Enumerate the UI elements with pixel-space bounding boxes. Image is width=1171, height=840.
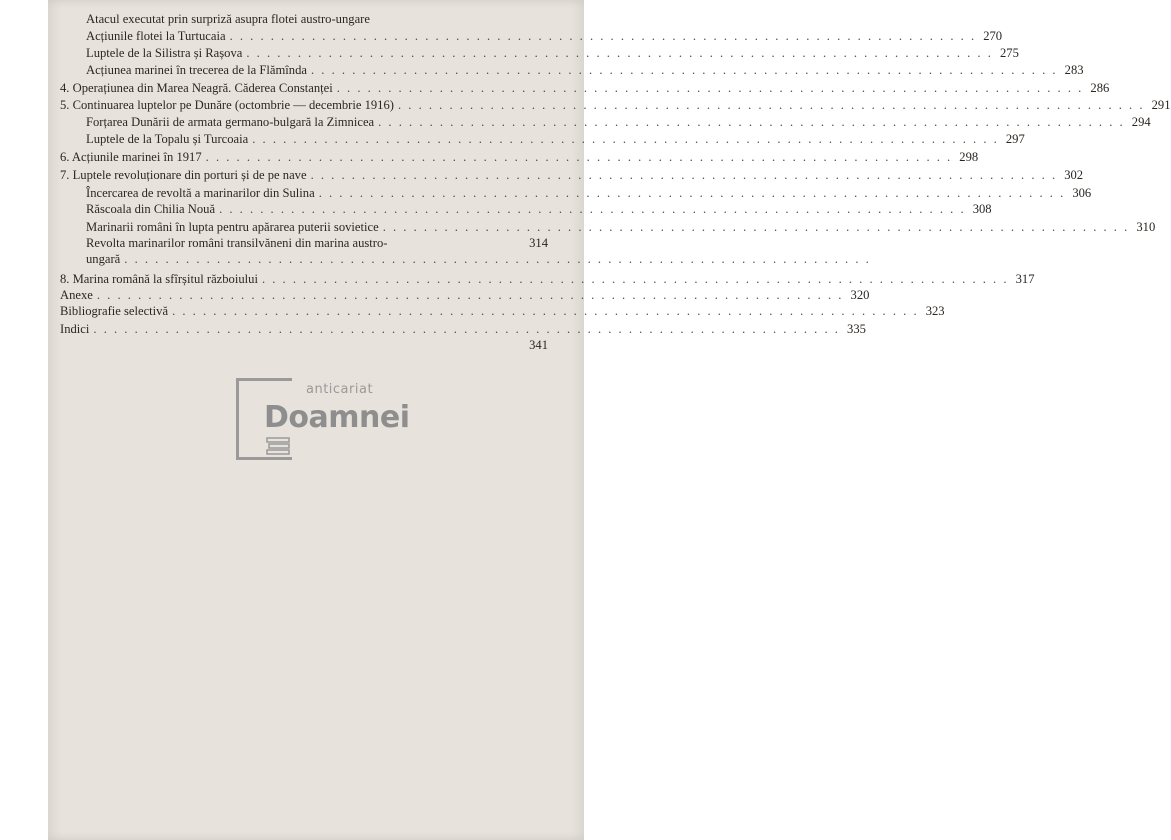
toc-entry-label: 5. Continuarea luptelor pe Dunăre (octombrie — decembrie 1916) (60, 98, 394, 112)
dot-leader (172, 304, 919, 319)
dot-leader (383, 220, 1130, 235)
watermark-big-text: Doamnei (264, 400, 410, 435)
toc-entry (60, 236, 548, 252)
toc-page-number: 275 (999, 46, 1019, 60)
toc-page-number: 323 (925, 304, 945, 318)
toc-entry-label: ungară (86, 252, 121, 266)
toc-entry-label: Revolta marinarilor români transilvăneni din marina austro- (86, 236, 388, 250)
dot-leader (311, 63, 1058, 78)
toc-entry (60, 63, 1084, 79)
toc-page-number: 320 (850, 288, 870, 302)
toc-page-number: 314 (529, 236, 548, 250)
toc-entry-label: Bibliografie selectivă (60, 304, 169, 318)
toc-page-number: 341 (529, 338, 548, 352)
toc-page-number: 310 (1136, 220, 1156, 234)
toc-entry-label: Luptele de la Silistra și Rașova (86, 46, 243, 60)
toc-entry-label: Luptele de la Topalu și Turcoaia (86, 132, 249, 146)
toc-entry (60, 304, 945, 320)
watermark-frame-left (236, 378, 264, 460)
toc-page-number: 291 (1151, 98, 1171, 112)
toc-page-number: 294 (1131, 115, 1151, 129)
dot-leader (311, 168, 1058, 183)
dot-leader (337, 81, 1084, 96)
toc-entry-label: Forțarea Dunării de armata germano-bulgară la Zimnicea (86, 115, 375, 129)
dot-leader (97, 288, 844, 303)
toc-entry-label: 6. Acțiunile marinei în 1917 (60, 150, 202, 164)
dot-leader (262, 272, 1009, 287)
toc-entry-label: 8. Marina română la sfîrșitul războiului (60, 272, 258, 286)
dot-leader (230, 29, 977, 44)
toc-page-number: 335 (847, 322, 866, 336)
toc-entry-label: Răscoala din Chilia Nouă (86, 202, 216, 216)
toc-page-number: 270 (983, 29, 1003, 43)
toc-entry-label: 4. Operațiunea din Marea Neagră. Căderea Constanței (60, 81, 333, 95)
toc-page-number: 308 (972, 202, 992, 216)
toc-entry (60, 115, 1151, 131)
toc-entry (60, 338, 548, 354)
dot-leader (398, 98, 1145, 113)
toc-entry (60, 202, 992, 218)
toc-entry (60, 322, 866, 338)
toc-page-number: 306 (1072, 186, 1092, 200)
toc-page-number: 302 (1064, 168, 1084, 182)
toc-entry (60, 12, 548, 28)
toc-page-number: 298 (959, 150, 979, 164)
dot-leader (93, 322, 840, 337)
toc-entry (60, 168, 1084, 184)
toc-page-number: 297 (1005, 132, 1025, 146)
dot-leader (206, 150, 953, 165)
toc-entry-label: Încercarea de revoltă a marinarilor din Sulina (86, 186, 315, 200)
dot-leader (319, 186, 1066, 201)
toc-page-number: 286 (1090, 81, 1110, 95)
toc-entry (60, 220, 1156, 236)
toc-entry-label: Atacul executat prin surpriză asupra flotei austro-ungare (86, 12, 370, 26)
toc-entry-label: Indici (60, 322, 90, 336)
toc-entry (60, 29, 1003, 45)
toc-entry (60, 81, 1110, 97)
dot-leader (219, 202, 966, 217)
toc-entry-label: Acțiunile flotei la Turtucaia (86, 29, 226, 43)
toc-page-number: 317 (1015, 272, 1035, 286)
toc-entry (60, 272, 1035, 288)
toc-entry (60, 46, 1019, 62)
toc-entry (60, 132, 1025, 148)
toc-entry (60, 288, 870, 304)
toc-entry (60, 252, 548, 268)
books-icon (266, 436, 292, 458)
dot-leader (124, 252, 871, 267)
toc-entry (60, 186, 1092, 202)
toc-entry (60, 98, 1171, 114)
toc-page-number: 283 (1064, 63, 1084, 77)
watermark-logo (236, 378, 426, 460)
toc-entry (60, 150, 979, 166)
dot-leader (246, 46, 993, 61)
toc-entry-label: Anexe (60, 288, 93, 302)
watermark-small-text: anticariat (306, 382, 374, 397)
toc-entry-label: Acțiunea marinei în trecerea de la Flămînda (86, 63, 307, 77)
dot-leader (252, 132, 999, 147)
toc-entry-label: Marinarii români în lupta pentru apărarea puterii sovietice (86, 220, 379, 234)
toc-entry-label: 7. Luptele revoluționare din porturi și de pe nave (60, 168, 307, 182)
dot-leader (378, 115, 1125, 130)
